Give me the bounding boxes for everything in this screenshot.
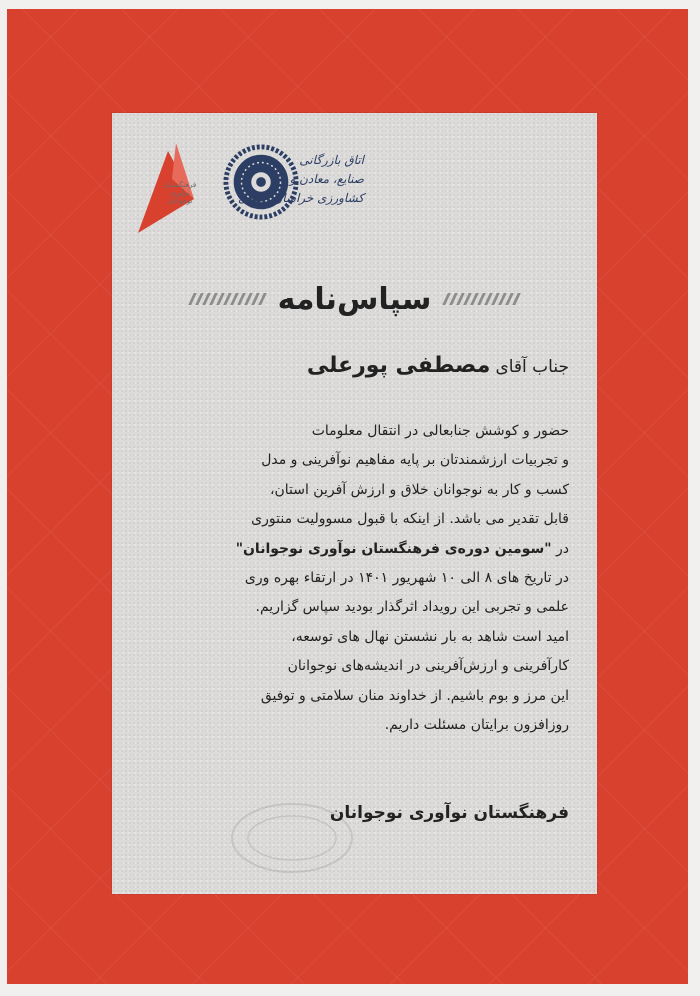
academy-logo-line: نوآوری bbox=[170, 189, 190, 197]
chamber-name-line: کشاورزی خراسان رضوی bbox=[238, 191, 364, 205]
recipient bbox=[307, 353, 569, 378]
recipient-prefix: جناب آقای bbox=[495, 357, 569, 377]
body-line: روزافزون برایتان مسئلت داریم. bbox=[384, 717, 569, 734]
body-line: حضور و کوشش جنابعالی در انتقال معلومات bbox=[311, 423, 569, 439]
academy-logo-line: نوجوانان bbox=[167, 197, 193, 205]
highlight-prefix: در bbox=[551, 540, 569, 557]
chamber-name bbox=[234, 151, 364, 208]
certificate-frame bbox=[7, 9, 688, 984]
page-title: سپاس‌نامه bbox=[277, 281, 432, 317]
body-line: این مرز و بوم باشیم. از خداوند منان سلامتی و توفیق bbox=[260, 687, 569, 704]
event-name: "سومین دوره‌ی فرهنگستان نوآوری نوجوانان" bbox=[235, 540, 552, 557]
signature: فرهنگستان نوآوری نوجوانان bbox=[329, 803, 569, 823]
recipient-name: مصطفی پورعلی bbox=[306, 353, 491, 378]
body-line: امید است شاهد به بار نشستن نهال های توسعه، bbox=[291, 628, 569, 645]
body-line-highlight bbox=[136, 535, 569, 564]
chamber-name-line: اتاق بازرگانی bbox=[299, 153, 364, 167]
body-line: کسب و کار به نوجوانان خلاق و ارزش آفرین استان، bbox=[269, 481, 569, 498]
chamber-name-line: صنایع، معادن و bbox=[289, 172, 364, 186]
certificate-body bbox=[136, 417, 569, 740]
body-line: قابل تقدیر می باشد. از اینکه با قبول مسوولیت منتوری bbox=[251, 511, 569, 528]
body-line: کارآفرینی و ارزش‌آفرینی در اندیشه‌های نوجوانان bbox=[287, 658, 569, 675]
academy-logo-text bbox=[160, 181, 200, 205]
body-line: و تجربیات ارزشمندتان بر پایه مفاهیم نوآفرینی و مدل bbox=[261, 452, 569, 469]
right-hatch-decoration bbox=[445, 293, 518, 305]
body-line: در تاریخ های ۸ الی ۱۰ شهریور ۱۴۰۱ در ارتقاء بهره وری bbox=[244, 570, 569, 587]
academy-logo-line: فرهنگستان bbox=[163, 181, 197, 189]
certificate-card bbox=[112, 113, 597, 894]
left-hatch-decoration bbox=[191, 293, 264, 305]
body-line: علمی و تجربی این رویداد اثرگذار بودید سپاس گزاریم. bbox=[255, 599, 569, 616]
title-row bbox=[112, 279, 597, 319]
